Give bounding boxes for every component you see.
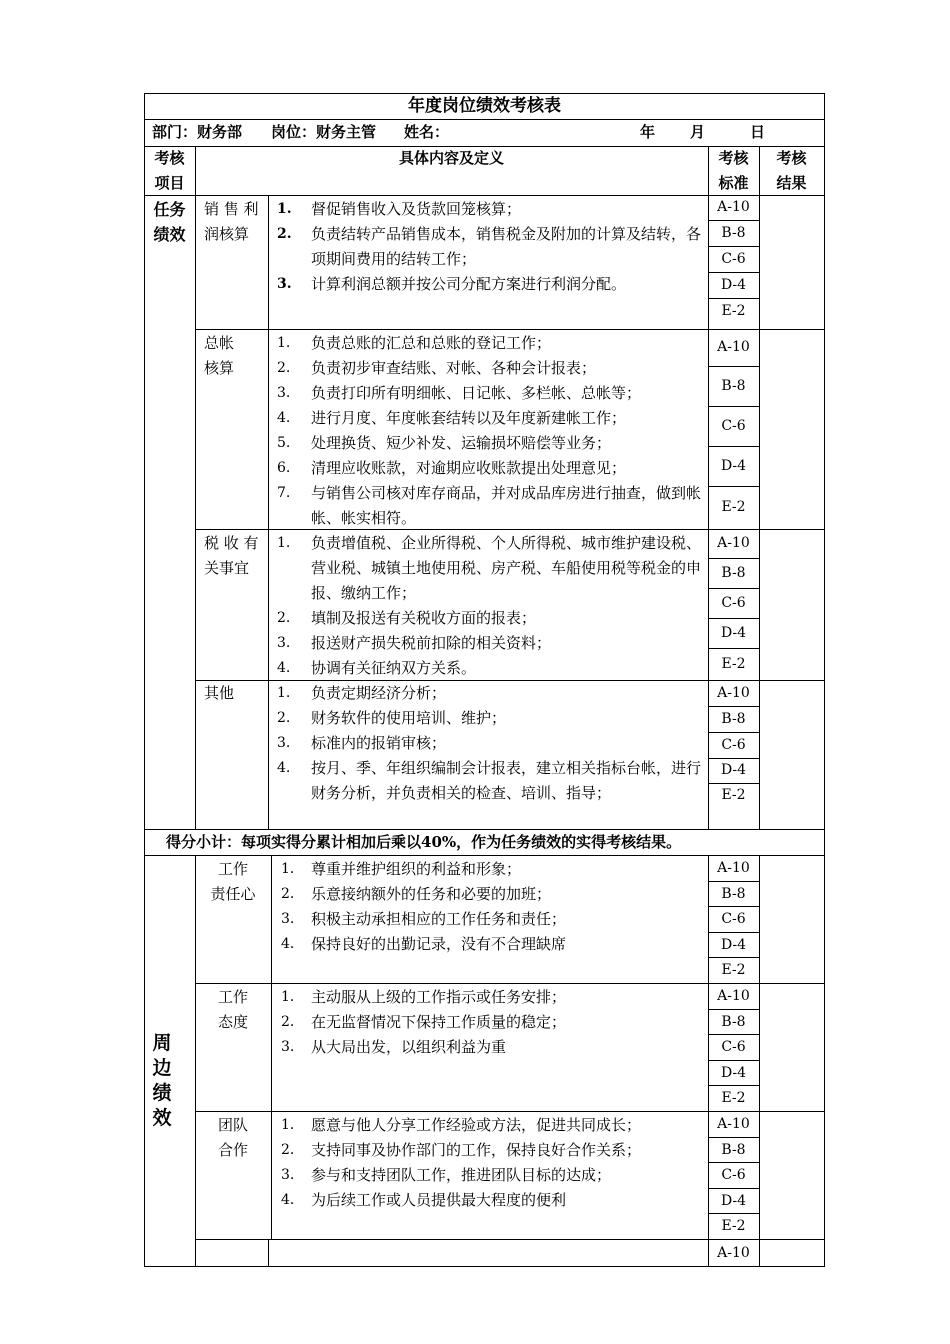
item-text: 进行月度、年度帐套结转以及年度新建帐工作； (311, 409, 627, 427)
sub-item-ledger-line2: 核算 (204, 359, 235, 377)
grade-c: C-6 (721, 1039, 746, 1055)
item-text: 处理换货、短少补发、运输损坏赔偿等业务； (311, 434, 612, 452)
item-number: 2. (277, 710, 291, 726)
item-number: 3. (277, 385, 291, 401)
item-text: 与销售公司核对库存商品，并对成品库房进行抽查，做到帐帐、帐实相符。 (311, 484, 702, 527)
item-text: 负责结转产品销售成本，销售税金及附加的计算及结转，各项期间费用的结转工作； (311, 225, 702, 268)
grade-a: A-10 (717, 339, 750, 355)
item-number: 1. (277, 335, 291, 351)
col-line (271, 855, 272, 1240)
grade-e: E-2 (721, 303, 746, 319)
header-content: 具体内容及定义 (398, 149, 504, 167)
item-text: 负责增值税、企业所得税、个人所得税、城市维护建设税、营业税、城镇土地使用税、房产税、车船使用税等税金的申报、缴纳工作； (311, 534, 702, 602)
item-text: 保持良好的出勤记录，没有不合理缺席 (311, 935, 567, 953)
item-number: 3. (277, 276, 292, 292)
item-number: 3． (281, 1039, 304, 1055)
dept-label: 部门：财务部 (152, 123, 243, 141)
grade-a: A-10 (717, 199, 750, 215)
sub-item-tax-line2: 关事宜 (204, 559, 250, 577)
item-text: 财务软件的使用培训、维护； (311, 709, 507, 727)
col-line (195, 146, 196, 830)
grade-d: D-4 (720, 937, 747, 953)
item-number: 2． (281, 1014, 304, 1030)
grade-d: D-4 (720, 625, 747, 641)
grade-c: C-6 (721, 1167, 746, 1183)
position-label: 岗位：财务主管 (271, 123, 377, 141)
item-text: 乐意接纳额外的任务和必要的加班； (311, 885, 552, 903)
grade-c: C-6 (721, 418, 746, 434)
grade-b: B-8 (721, 378, 746, 394)
item-text: 负责初步审查结账、对帐、各种会计报表； (311, 359, 597, 377)
item-number: 4． (281, 1192, 304, 1208)
item-text: 计算利润总额并按公司分配方案进行利润分配。 (311, 275, 627, 293)
grade-b: B-8 (721, 1142, 746, 1158)
item-text: 负责定期经济分析； (311, 684, 447, 702)
header-result-line2: 结果 (776, 174, 807, 192)
grade-e: E-2 (721, 499, 746, 515)
item-text: 协调有关征纳双方关系。 (311, 659, 477, 677)
grade-b: B-8 (721, 711, 746, 727)
header-standard-line1: 考核 (718, 149, 749, 167)
grade-e: E-2 (721, 1090, 746, 1106)
grade-a: A-10 (717, 1116, 750, 1132)
grade-a: A-10 (717, 685, 750, 701)
grade-c: C-6 (721, 911, 746, 927)
name-label: 姓名： (404, 123, 450, 141)
category-task-line2: 绩效 (153, 225, 186, 244)
item-number: 2. (277, 360, 291, 376)
header-item-line1: 考核 (154, 149, 185, 167)
item-number: 3． (281, 1167, 304, 1183)
item-number: 1． (281, 989, 304, 1005)
day-label: 日 (750, 123, 766, 141)
grade-b: B-8 (721, 1014, 746, 1030)
col-line (268, 1239, 269, 1266)
item-text: 清理应收账款，对逾期应收账款提出处理意见； (311, 459, 627, 477)
item-number: 3. (277, 635, 291, 651)
month-label: 月 (690, 123, 706, 141)
sub-item-teamwork-line1: 团队 (217, 1116, 248, 1134)
item-number: 1． (281, 861, 304, 877)
appraisal-form (144, 93, 825, 1267)
grade-b: B-8 (721, 565, 746, 581)
header-item-line2: 项目 (154, 174, 185, 192)
item-number: 4. (277, 660, 291, 676)
grade-d: D-4 (720, 1065, 747, 1081)
year-label: 年 (640, 123, 656, 141)
item-number: 1． (281, 1117, 304, 1133)
item-number: 4. (277, 760, 291, 776)
grade-c: C-6 (721, 251, 746, 267)
item-number: 3. (277, 735, 291, 751)
sub-item-sales-line1: 销 售 利 (204, 200, 259, 218)
divider (144, 119, 825, 120)
item-text: 按月、季、年组织编制会计报表，建立相关指标台帐，进行财务分析，并负责相关的检查、培训、指导； (311, 759, 702, 802)
form-title: 年度岗位绩效考核表 (408, 96, 561, 116)
col-line (195, 855, 196, 1266)
sub-item-teamwork-line2: 合作 (217, 1141, 248, 1159)
item-text: 参与和支持团队工作，推进团队目标的达成； (311, 1166, 612, 1184)
grade-e: E-2 (721, 656, 746, 672)
sub-item-ledger-line1: 总帐 (204, 334, 235, 352)
grade-e: E-2 (721, 1218, 746, 1234)
item-text: 支持同事及协作部门的工作，保持良好合作关系； (311, 1141, 642, 1159)
item-text: 从大局出发，以组织利益为重 (311, 1038, 507, 1056)
grade-d: D-4 (720, 1193, 747, 1209)
item-number: 1. (277, 685, 291, 701)
item-text: 负责总账的汇总和总账的登记工作； (311, 334, 552, 352)
grade-d: D-4 (720, 458, 747, 474)
grade-a: A-10 (717, 988, 750, 1004)
item-number: 1. (277, 535, 291, 551)
header-standard-line2: 标准 (718, 174, 749, 192)
border-bottom (144, 1266, 825, 1267)
item-text: 积极主动承担相应的工作任务和责任； (311, 910, 567, 928)
col-line (759, 146, 760, 830)
grade-c: C-6 (721, 595, 746, 611)
item-text: 尊重并维护组织的利益和形象； (311, 860, 522, 878)
sub-item-responsibility-line2: 责任心 (210, 885, 256, 903)
item-number: 5. (277, 435, 291, 451)
item-text: 为后续工作或人员提供最大程度的便利 (311, 1191, 567, 1209)
item-text: 督促销售收入及货款回笼核算； (311, 200, 522, 218)
item-text: 负责打印所有明细帐、日记帐、多栏帐、总帐等； (311, 384, 642, 402)
header-result-line1: 考核 (776, 149, 807, 167)
item-number: 4． (281, 936, 304, 952)
item-text: 主动服从上级的工作指示或任务安排； (311, 988, 567, 1006)
item-number: 7. (277, 485, 291, 501)
item-number: 2． (281, 886, 304, 902)
sub-item-attitude-line2: 态度 (217, 1013, 248, 1031)
sub-item-tax-line1: 税 收 有 (204, 534, 259, 552)
col-line (759, 855, 760, 1266)
category-peripheral-4: 效 (152, 1107, 172, 1129)
grade-a: A-10 (717, 1245, 750, 1261)
grade-d: D-4 (720, 277, 747, 293)
category-task-line1: 任务 (153, 200, 186, 219)
item-number: 2. (277, 226, 292, 242)
subtotal-note: 得分小计：每项实得分累计相加后乘以40%，作为任务绩效的实得考核结果。 (166, 833, 682, 851)
grade-b: B-8 (721, 886, 746, 902)
grade-a: A-10 (717, 535, 750, 551)
item-text: 报送财产损失税前扣除的相关资料； (311, 634, 552, 652)
grade-e: E-2 (721, 787, 746, 803)
item-number: 4. (277, 410, 291, 426)
item-number: 3． (281, 911, 304, 927)
item-text: 在无监督情况下保持工作质量的稳定； (311, 1013, 567, 1031)
item-text: 填制及报送有关税收方面的报表； (311, 609, 537, 627)
grade-a: A-10 (717, 860, 750, 876)
sub-item-other: 其他 (204, 684, 235, 702)
item-number: 2. (277, 610, 291, 626)
item-number: 6. (277, 460, 291, 476)
grade-c: C-6 (721, 737, 746, 753)
category-peripheral-1: 周 (152, 1032, 172, 1054)
item-text: 标准内的报销审核； (311, 734, 447, 752)
col-line (268, 195, 269, 830)
sub-item-sales-line2: 润核算 (204, 225, 250, 243)
category-peripheral-3: 绩 (152, 1082, 172, 1104)
sub-item-responsibility-line1: 工作 (217, 860, 248, 878)
item-text: 愿意与他人分享工作经验或方法，促进共同成长； (311, 1116, 642, 1134)
item-number: 2． (281, 1142, 304, 1158)
grade-d: D-4 (720, 762, 747, 778)
category-peripheral-2: 边 (152, 1057, 172, 1079)
grade-e: E-2 (721, 962, 746, 978)
sub-item-attitude-line1: 工作 (217, 988, 248, 1006)
item-number: 1. (277, 201, 292, 217)
grade-b: B-8 (721, 225, 746, 241)
